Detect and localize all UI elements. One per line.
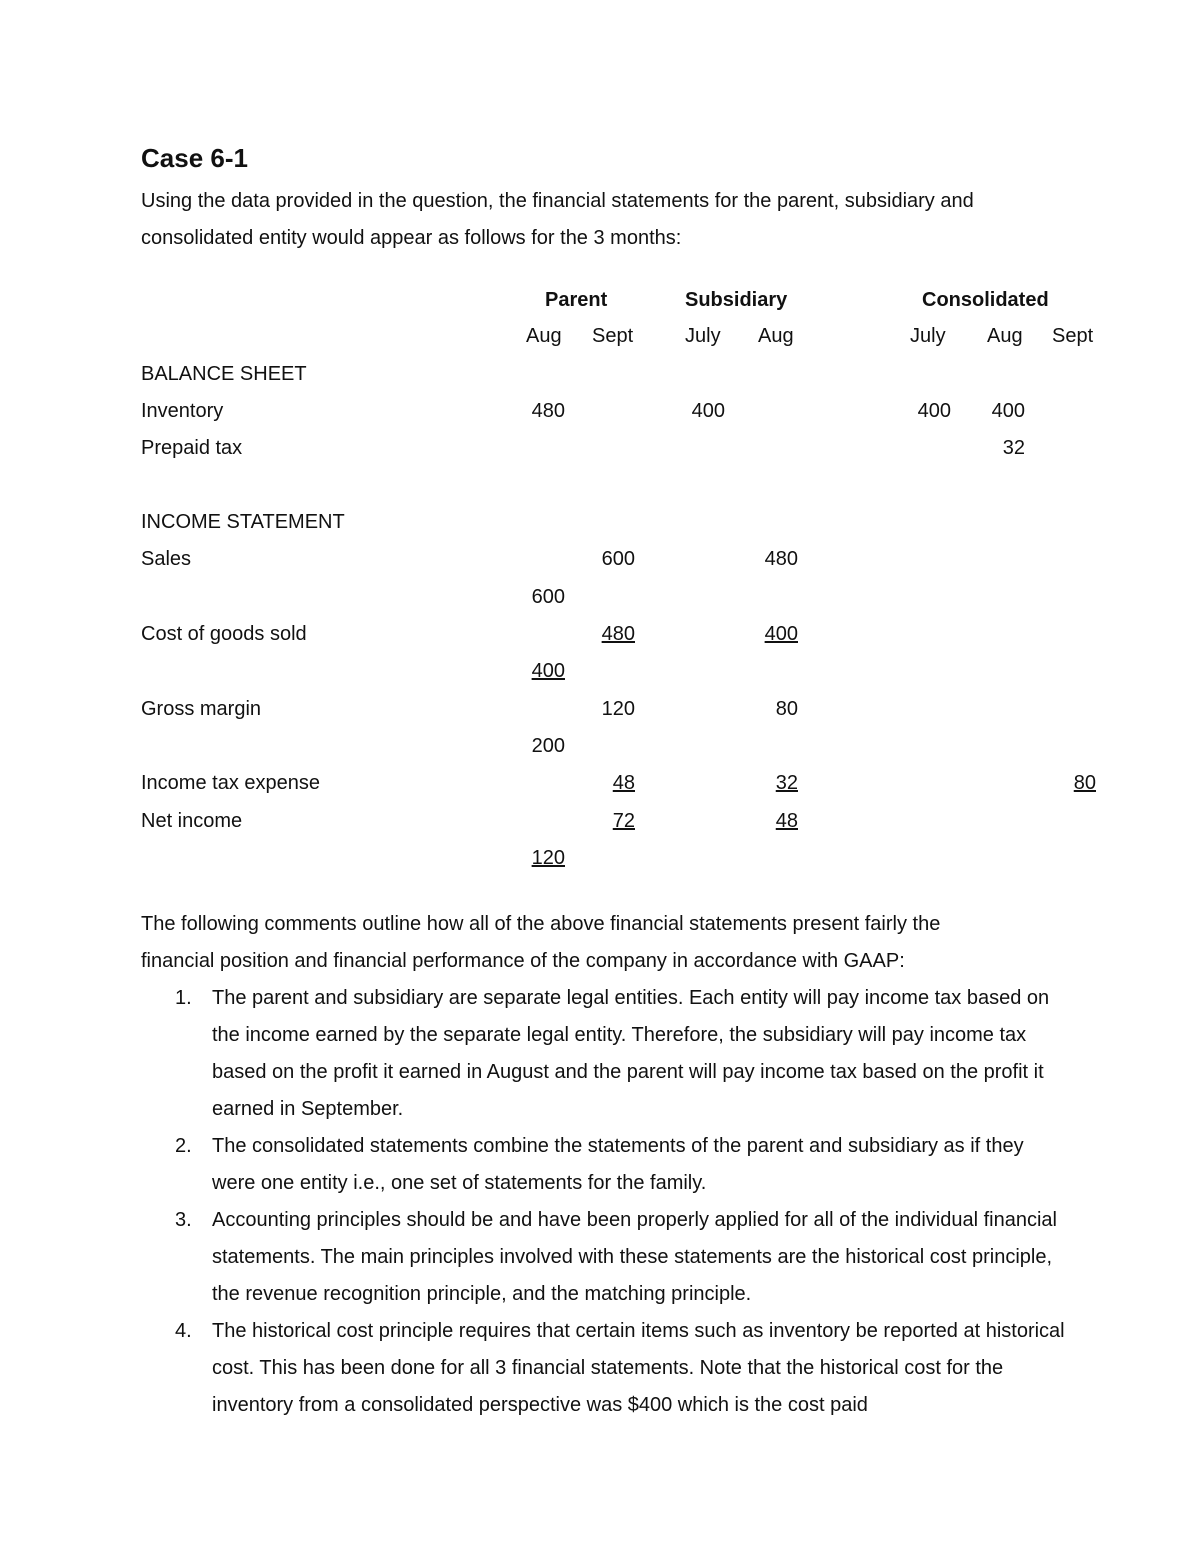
list-item [141, 1128, 1071, 1202]
list-item-text: Accounting principles should be and have been properly applied for all of the individual financial statements. The main principles involved with these statements are the historical cost principle, the revenue recognition principle, and the matching principle. [212, 1209, 1057, 1305]
balance-sheet-heading: BALANCE SHEET [141, 363, 307, 385]
gross-margin-parent-sept: 120 [601, 698, 635, 720]
gross-margin-label: Gross margin [141, 698, 262, 720]
list-item-number: 3. [175, 1209, 192, 1231]
income-tax-sub-aug-value: 32 [775, 772, 798, 794]
net-income-wrapped [505, 847, 565, 870]
col-cons-july: July [910, 325, 946, 347]
comments-list [141, 980, 1071, 1424]
list-item-number: 1. [175, 987, 192, 1009]
cogs-wrapped-value: 400 [531, 660, 565, 682]
sales-sub-aug: 480 [764, 548, 798, 570]
prepaid-tax-label: Prepaid tax [141, 437, 243, 459]
income-tax-parent-sept [575, 772, 635, 795]
col-cons-sept: Sept [1052, 325, 1094, 347]
col-parent-aug: Aug [526, 325, 562, 347]
list-item-text: The parent and subsidiary are separate legal entities. Each entity will pay income tax based on the income earned by the separate legal entity. Therefore, the subsidiary will pay income tax based on the profit it earned in August and the parent will pay income tax based on the profit it earned in September. [212, 987, 1050, 1120]
cogs-parent-sept-value: 480 [601, 623, 635, 645]
income-tax-parent-sept-value: 48 [612, 772, 635, 794]
cogs-parent-sept [575, 623, 635, 646]
list-item-number: 2. [175, 1135, 192, 1157]
income-tax-cons-sept-value: 80 [1073, 772, 1096, 794]
col-sub-july: July [685, 325, 721, 347]
gross-margin-sub-aug: 80 [775, 698, 798, 720]
intro-line-1: Using the data provided in the question, the financial statements for the parent, subsidiary and [141, 190, 974, 212]
intro-line-2: consolidated entity would appear as follows for the 3 months: [141, 227, 682, 249]
list-item-number: 4. [175, 1320, 192, 1342]
sales-label: Sales [141, 548, 192, 570]
col-parent-sept: Sept [592, 325, 634, 347]
inventory-sub-july: 400 [691, 400, 725, 422]
list-item-text: The consolidated statements combine the statements of the parent and subsidiary as if they were one entity i.e., one set of statements for the family. [212, 1135, 1024, 1194]
header-subsidiary: Subsidiary [685, 289, 788, 311]
income-tax-cons-sept [1036, 772, 1096, 795]
net-income-parent-sept-value: 72 [612, 810, 635, 832]
sales-wrapped-value: 600 [531, 586, 565, 608]
gross-margin-wrapped-value: 200 [531, 735, 565, 757]
inventory-cons-aug: 400 [991, 400, 1025, 422]
cogs-label: Cost of goods sold [141, 623, 307, 645]
net-income-sub-aug-value: 48 [775, 810, 798, 832]
list-item-text: The historical cost principle requires that certain items such as inventory be reported at historical cost. This has been done for all 3 financial statements. Note that the historical cost for the inventory from a consolidated perspective was $400 which is the cost paid [212, 1320, 1065, 1416]
list-item [141, 980, 1071, 1128]
income-tax-sub-aug [738, 772, 798, 795]
inventory-cons-july: 400 [917, 400, 951, 422]
col-cons-aug: Aug [987, 325, 1023, 347]
income-statement-heading: INCOME STATEMENT [141, 511, 345, 533]
col-sub-aug: Aug [758, 325, 794, 347]
page-title: Case 6-1 [141, 143, 248, 173]
net-income-sub-aug [738, 810, 798, 833]
cogs-sub-aug [738, 623, 798, 646]
comments-intro-line-2: financial position and financial performance of the company in accordance with GAAP: [141, 950, 905, 972]
net-income-parent-sept [575, 810, 635, 833]
header-parent: Parent [545, 289, 608, 311]
cogs-sub-aug-value: 400 [764, 623, 798, 645]
header-consolidated: Consolidated [922, 289, 1049, 311]
inventory-label: Inventory [141, 400, 224, 422]
sales-parent-sept: 600 [601, 548, 635, 570]
comments-intro-line-1: The following comments outline how all of the above financial statements present fairly the [141, 913, 941, 935]
net-income-wrapped-value: 120 [531, 847, 565, 869]
inventory-parent-aug: 480 [531, 400, 565, 422]
list-item [141, 1202, 1071, 1313]
list-item [141, 1313, 1071, 1424]
cogs-wrapped [505, 660, 565, 683]
prepaid-tax-cons-aug: 32 [1002, 437, 1025, 459]
net-income-label: Net income [141, 810, 243, 832]
income-tax-label: Income tax expense [141, 772, 320, 794]
